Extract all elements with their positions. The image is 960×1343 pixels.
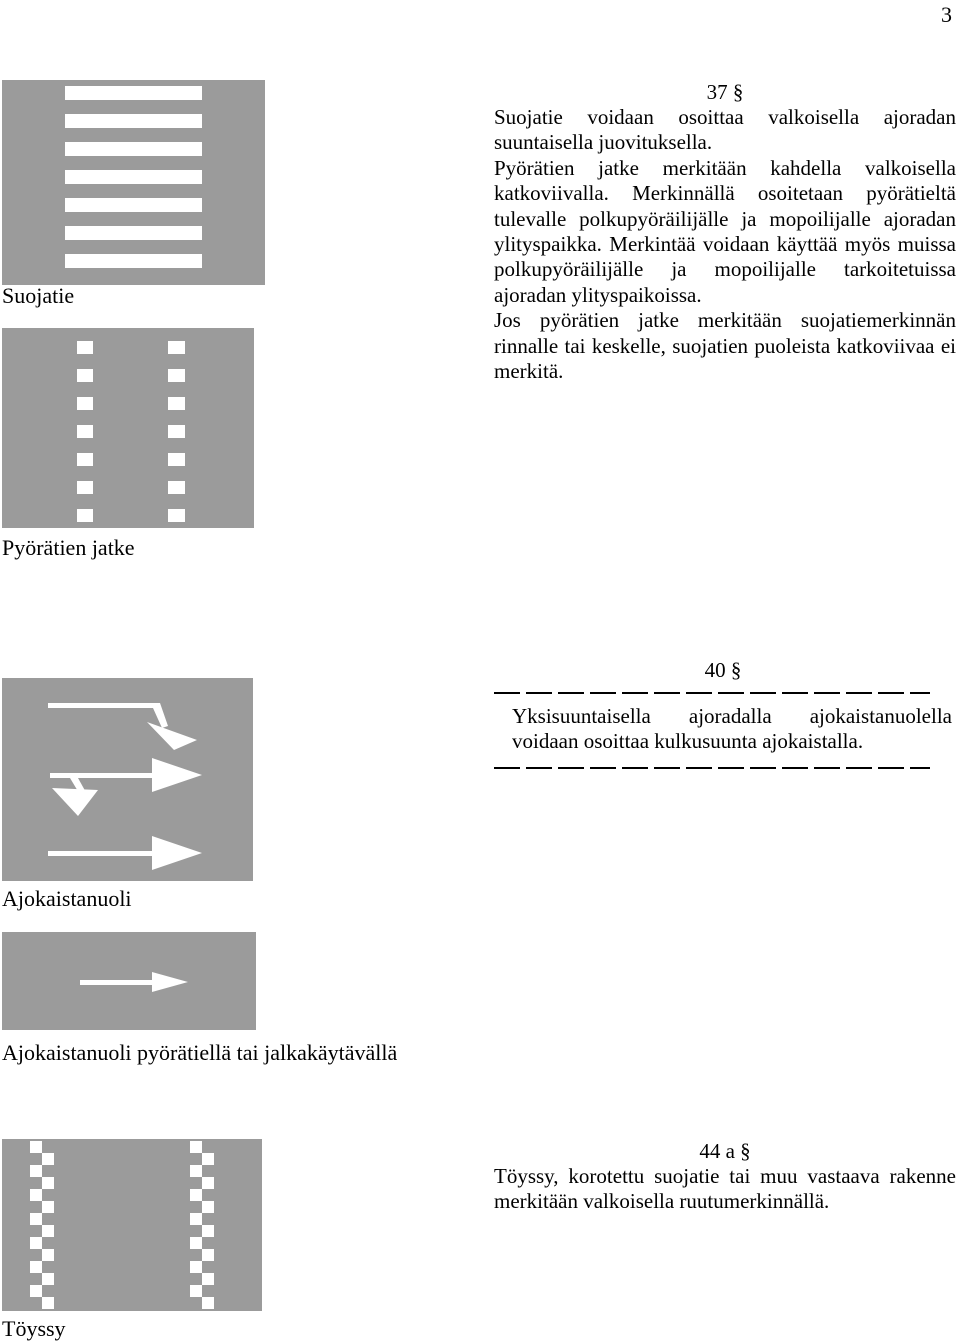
toyssy-square [202, 1225, 214, 1237]
toyssy-square [202, 1201, 214, 1213]
toyssy-square [42, 1249, 54, 1261]
caption-pyoratien-jatke: Pyörätien jatke [2, 535, 135, 560]
toyssy-square [202, 1177, 214, 1189]
toyssy-square [30, 1213, 42, 1225]
section-44a-text: Töyssy, korotettu suojatie tai muu vastaava rakenne merkitään valkoisella ruutumerkinnällä. [494, 1164, 956, 1214]
caption-toyssy: Töyssy [2, 1316, 66, 1341]
toyssy-square [190, 1285, 202, 1297]
section-37-number: 37 § [706, 80, 744, 104]
caption-ajokaistanuoli-pyoratie: Ajokaistanuoli pyörätiellä tai jalkakäytävällä [2, 1040, 398, 1065]
toyssy-square [30, 1189, 42, 1201]
section-37 [494, 80, 956, 384]
section-44a [494, 1139, 956, 1215]
toyssy-square [202, 1297, 214, 1309]
caption-suojatie: Suojatie [2, 283, 75, 308]
toyssy-checker-pattern [2, 1139, 262, 1311]
section-37-paragraph-3: Jos pyörätien jatke merkitään suojatiemerkinnän rinnalle tai keskelle, suojatien puoleista katkoviivaa ei merkitä. [494, 308, 956, 384]
toyssy-square [190, 1165, 202, 1177]
toyssy-square [30, 1237, 42, 1249]
section-37-paragraph-1: Suojatie voidaan osoittaa valkoisella ajoradan suuntaisella juovituksella. [494, 105, 956, 155]
toyssy-square [202, 1273, 214, 1285]
dashed-line-top [494, 692, 930, 694]
toyssy-square [42, 1225, 54, 1237]
toyssy-square [190, 1261, 202, 1273]
toyssy-square [30, 1285, 42, 1297]
toyssy-square [202, 1153, 214, 1165]
toyssy-square [42, 1177, 54, 1189]
section-40-number: 40 § [704, 658, 742, 682]
figure-ajokaistanuoli [2, 678, 253, 881]
toyssy-square [30, 1261, 42, 1273]
toyssy-square [30, 1141, 42, 1153]
toyssy-square [190, 1213, 202, 1225]
toyssy-square [42, 1273, 54, 1285]
page-number: 3 [941, 2, 952, 27]
toyssy-square [42, 1201, 54, 1213]
figure-pyoratien-jatke [2, 328, 254, 528]
figure-toyssy [2, 1139, 262, 1311]
section-40 [494, 658, 952, 769]
figure-suojatie [2, 80, 265, 285]
section-37-paragraph-2: Pyörätien jatke merkitään kahdella valkoisella katkoviivalla. Merkinnällä osoitetaan pyörätieltä tulevalle polkupyöräilijälle ja mopoilijalle ajoradan ylityspaikka. Merkintää voidaan käyttää myös muissa polkupyöräilijälle ja mopoilijalle tarkoitetuissa ajoradan ylityspaikoissa. [494, 155, 956, 307]
toyssy-square [202, 1249, 214, 1261]
toyssy-square [42, 1297, 54, 1309]
toyssy-square [190, 1237, 202, 1249]
dashed-line-bottom [494, 767, 930, 769]
toyssy-square [190, 1189, 202, 1201]
figure-ajokaistanuoli-pyoratie [2, 932, 256, 1030]
section-40-text: Yksisuuntaisella ajoradalla ajokaistanuolella voidaan osoittaa kulkusuunta ajokaistalla. [512, 704, 952, 754]
toyssy-square [190, 1141, 202, 1153]
toyssy-square [30, 1165, 42, 1177]
section-44a-number: 44 a § [699, 1139, 751, 1163]
caption-ajokaistanuoli: Ajokaistanuoli [2, 886, 132, 911]
toyssy-square [42, 1153, 54, 1165]
